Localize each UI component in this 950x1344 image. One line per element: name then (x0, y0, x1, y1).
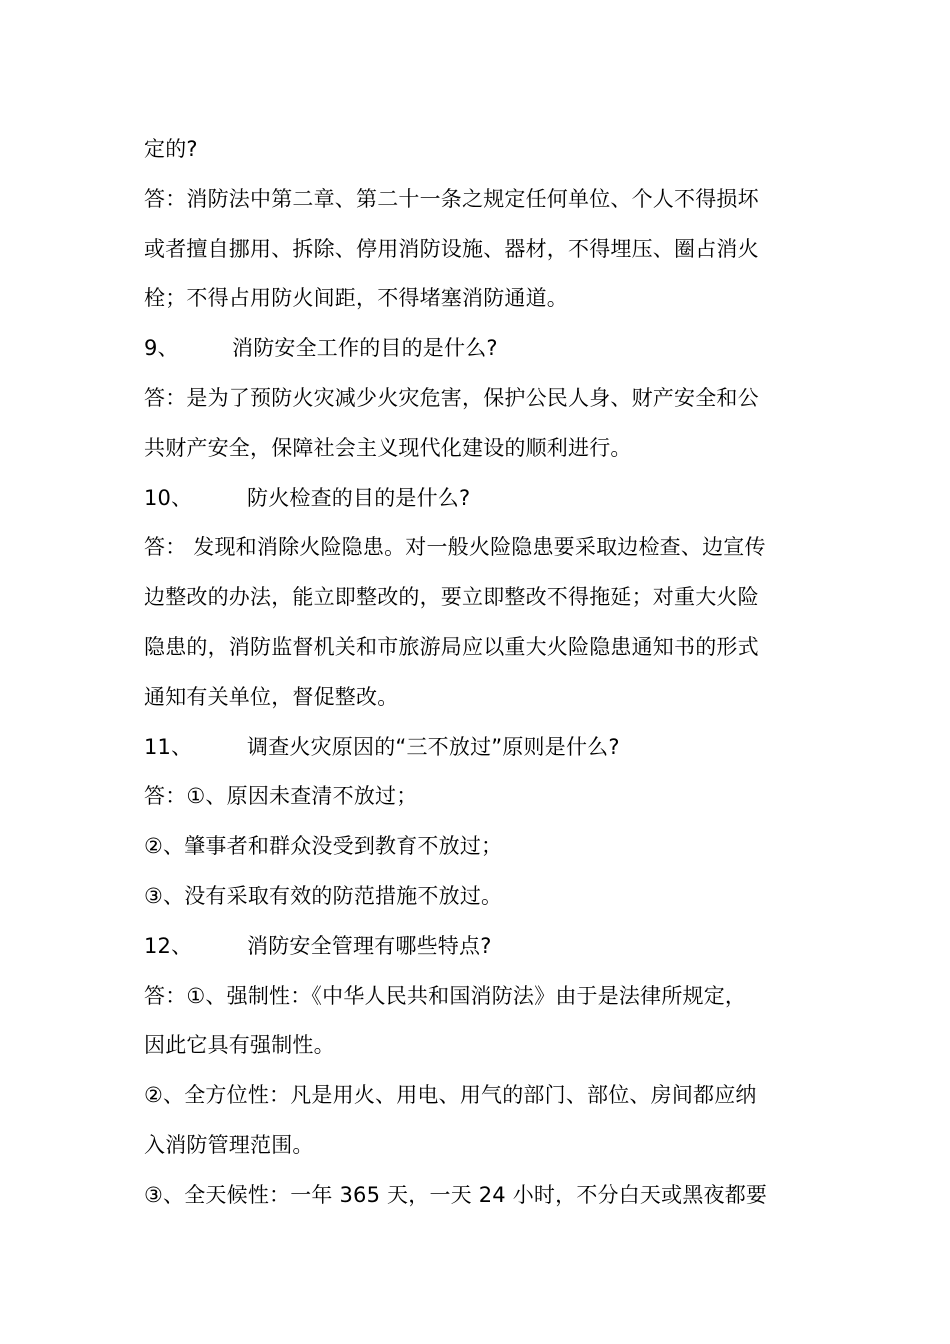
text-line: 栓；不得占用防火间距，不得堵塞消防通道。 (144, 286, 568, 311)
text-line: ③、没有采取有效的防范措施不放过。 (144, 883, 503, 908)
text-line: 入消防管理范围。 (144, 1132, 314, 1157)
question-text: 调查火灾原因的“三不放过”原则是什么? (247, 734, 620, 759)
text-line: ③、全天候性：一年 365 天，一天 24 小时，不分白天或黑夜都要 (144, 1182, 768, 1207)
question-text: 消防安全工作的目的是什么? (232, 336, 498, 361)
text-line: ②、肇事者和群众没受到教育不放过； (144, 834, 503, 859)
text-line: 定的? (144, 137, 198, 161)
text-line: ②、全方位性：凡是用火、用电、用气的部门、部位、房间都应纳 (144, 1083, 757, 1108)
question-11 (144, 723, 814, 773)
question-text: 防火检查的目的是什么? (247, 485, 471, 510)
text-line: 或者擅自挪用、拆除、停用消防设施、器材，不得埋压、圈占消火 (144, 236, 759, 261)
answer-line: 答：①、强制性：《中华人民共和国消防法》由于是法律所规定， (144, 983, 747, 1008)
answer-line: 答：消防法中第二章、第二十一条之规定任何单位、个人不得损坏 (144, 186, 759, 211)
text-line: 共财产安全，保障社会主义现代化建设的顺利进行。 (144, 435, 632, 460)
answer-line: 答：①、原因未查清不放过； (144, 784, 418, 809)
document-body (144, 125, 814, 1221)
question-number: 11、 (144, 734, 193, 759)
answer-line: 答：是为了预防火灾减少火灾危害，保护公民人身、财产安全和公 (144, 385, 759, 410)
text-line: 通知有关单位，督促整改。 (144, 684, 399, 709)
text-line: 因此它具有强制性。 (144, 1033, 335, 1058)
question-number: 9、 (144, 336, 179, 361)
question-9 (144, 324, 814, 374)
question-10 (144, 474, 814, 524)
answer-line: 答： 发现和消除火险隐患。对一般火险隐患要采取边检查、边宣传 (144, 535, 766, 560)
question-number: 10、 (144, 485, 193, 510)
question-text: 消防安全管理有哪些特点? (247, 933, 492, 958)
question-number: 12、 (144, 933, 193, 958)
question-12 (144, 922, 814, 972)
text-line: 隐患的，消防监督机关和市旅游局应以重大火险隐患通知书的形式 (144, 634, 759, 659)
text-line: 边整改的办法，能立即整改的，要立即整改不得拖延；对重大火险 (144, 585, 759, 610)
